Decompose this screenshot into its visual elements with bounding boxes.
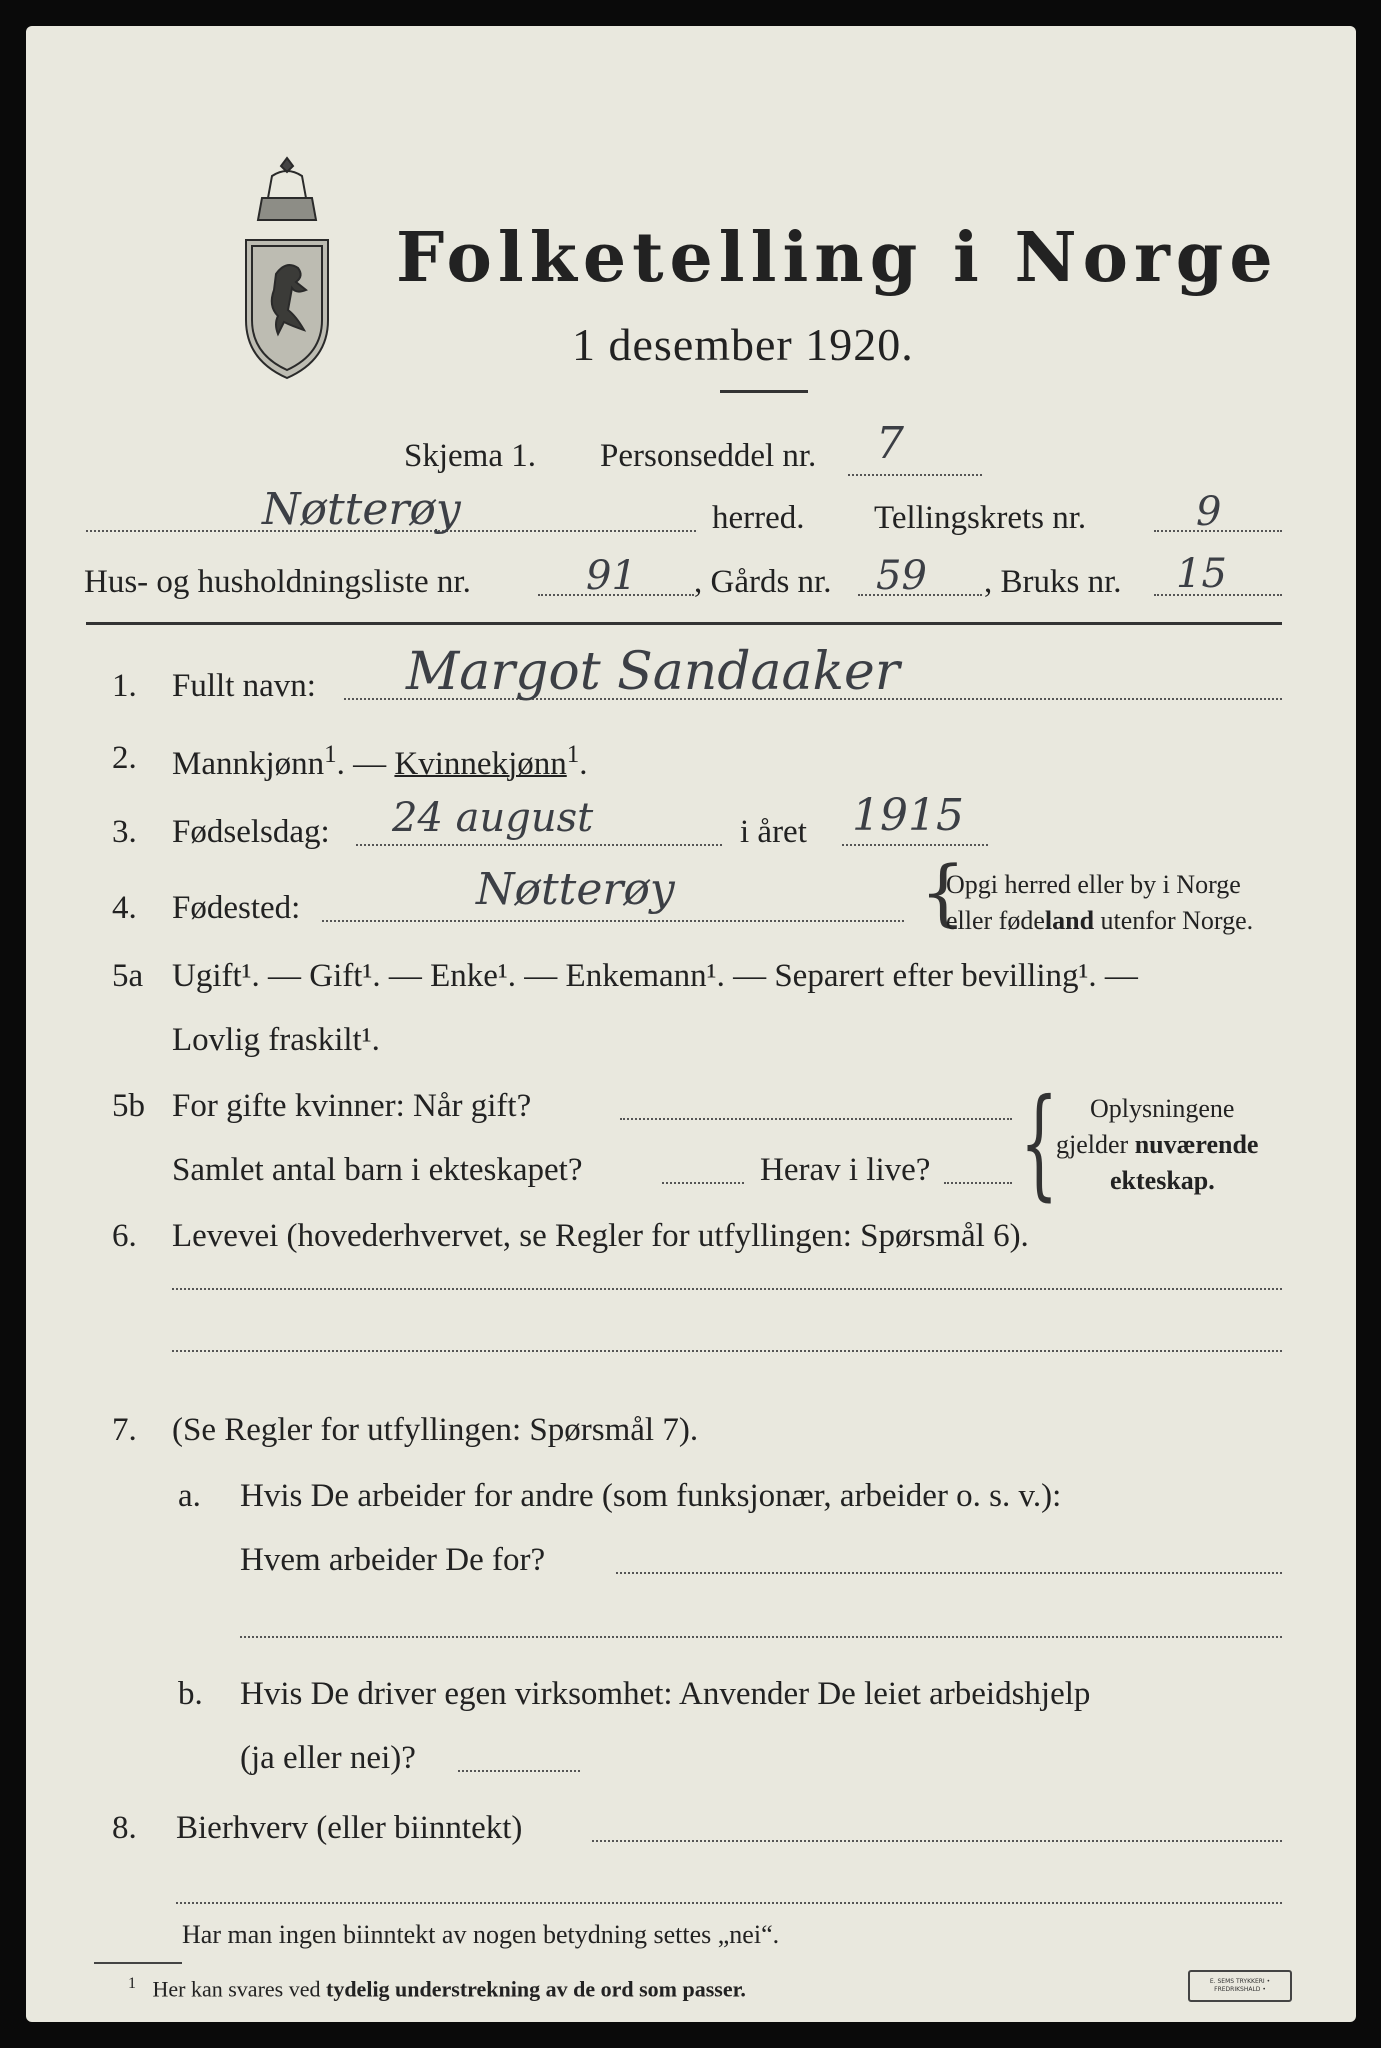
hired-help-field[interactable] xyxy=(458,1770,580,1772)
personseddel-value: 7 xyxy=(876,418,904,469)
q7b-label: b. xyxy=(178,1676,203,1712)
occupation-field-1[interactable] xyxy=(172,1288,1282,1290)
marital-status-options[interactable]: Ugift¹. — Gift¹. — Enke¹. — Enkemann¹. — Separert efter bevilling¹. — xyxy=(172,958,1138,994)
q1-number: 1. xyxy=(112,668,137,704)
q5a-number: 5a xyxy=(112,958,144,994)
q4-note-line2: eller fødeland utenfor Norge. xyxy=(946,906,1254,935)
husliste-value: 91 xyxy=(586,553,637,599)
tellingskrets-value: 9 xyxy=(1196,489,1222,535)
birthplace-field[interactable] xyxy=(322,920,904,922)
q1-label: Fullt navn: xyxy=(172,668,316,704)
married-when-field[interactable] xyxy=(620,1118,1012,1120)
occupation-field-2[interactable] xyxy=(172,1350,1282,1352)
personseddel-field[interactable] xyxy=(848,474,982,476)
q3-year-label: i året xyxy=(740,814,807,850)
q5b-note-brace: { xyxy=(1020,1074,1059,1213)
q3-label: Fødselsdag: xyxy=(172,814,330,850)
marital-status-divorced[interactable]: Lovlig fraskilt¹. xyxy=(172,1022,380,1058)
title-divider xyxy=(720,390,808,393)
q6-number: 6. xyxy=(112,1218,137,1254)
birthplace-value: Nøtterøy xyxy=(476,864,675,915)
q7-text: (Se Regler for utfyllingen: Spørsmål 7). xyxy=(172,1412,699,1448)
children-alive-field[interactable] xyxy=(944,1182,1012,1184)
gards-label: , Gårds nr. xyxy=(694,564,832,600)
q6-text: Levevei (hovederhvervet, se Regler for utfyllingen: Spørsmål 6). xyxy=(172,1218,1029,1254)
q5b-note-line2: gjelder nuværende xyxy=(1056,1130,1259,1159)
q5b-children-label: Samlet antal barn i ekteskapet? xyxy=(172,1152,583,1188)
birthday-value: 24 august xyxy=(392,795,594,841)
birth-year-value: 1915 xyxy=(852,790,964,841)
q4-note-brace: { xyxy=(920,850,966,934)
side-income-note: Har man ingen biinntekt av nogen betydning settes „nei“. xyxy=(182,1920,780,1949)
q5b-note-line1: Oplysningene xyxy=(1090,1094,1235,1123)
skjema-label: Skjema 1. xyxy=(404,438,536,474)
q5b-number: 5b xyxy=(112,1088,145,1124)
personseddel-label: Personseddel nr. xyxy=(600,438,817,474)
q7b-text: Hvis De driver egen virksomhet: Anvender De leiet arbeidshjelp xyxy=(240,1676,1091,1712)
herred-value: Nøtterøy xyxy=(262,484,461,535)
census-form xyxy=(26,26,1356,2022)
herred-label: herred. xyxy=(712,500,805,536)
form-title: Folketelling i Norge xyxy=(396,218,1279,298)
q7-number: 7. xyxy=(112,1412,137,1448)
side-income-field-1[interactable] xyxy=(592,1840,1282,1842)
q2-number: 2. xyxy=(112,740,137,776)
children-count-field[interactable] xyxy=(662,1182,744,1184)
census-date: 1 desember 1920. xyxy=(572,319,914,370)
husliste-label: Hus- og husholdningsliste nr. xyxy=(84,564,471,600)
birth-year-field[interactable] xyxy=(842,844,988,846)
q5b-line1: For gifte kvinner: Når gift? xyxy=(172,1088,532,1124)
male-option[interactable]: Mannkjønn xyxy=(172,746,325,782)
q7b-question: (ja eller nei)? xyxy=(240,1740,416,1776)
printer-stamp: E. SEMS TRYKKERI • FREDRIKSHALD • xyxy=(1188,1970,1292,2002)
full-name-value: Margot Sandaaker xyxy=(406,642,900,702)
q2-options: Mannkjønn$^1$. — Kvinnekjønn$^1$. xyxy=(172,741,588,782)
q5b-note-line3: ekteskap. xyxy=(1110,1166,1215,1195)
female-option[interactable]: Kvinnekjønn xyxy=(394,746,567,782)
q4-number: 4. xyxy=(112,890,137,926)
employer-field-2[interactable] xyxy=(240,1636,1282,1638)
q4-note-line1: Opgi herred eller by i Norge xyxy=(946,870,1241,899)
bruks-value: 15 xyxy=(1176,551,1227,597)
coat-of-arms-emblem xyxy=(232,154,342,384)
header-divider xyxy=(86,622,1282,625)
side-income-field-2[interactable] xyxy=(176,1902,1282,1904)
q8-text: Bierhverv (eller biinntekt) xyxy=(176,1810,523,1846)
footnote-divider xyxy=(94,1962,182,1964)
q7a-question: Hvem arbeider De for? xyxy=(240,1542,546,1578)
gards-value: 59 xyxy=(876,553,927,599)
q7a-text: Hvis De arbeider for andre (som funksjonær, arbeider o. s. v.): xyxy=(240,1478,1062,1514)
q7a-label: a. xyxy=(178,1478,201,1514)
tellingskrets-label: Tellingskrets nr. xyxy=(874,500,1087,536)
q4-label: Fødested: xyxy=(172,890,301,926)
q8-number: 8. xyxy=(112,1810,137,1846)
bruks-label: , Bruks nr. xyxy=(984,564,1122,600)
q3-number: 3. xyxy=(112,814,137,850)
employer-field-1[interactable] xyxy=(616,1572,1282,1574)
birthday-field[interactable] xyxy=(356,844,722,846)
q5b-alive-label: Herav i live? xyxy=(760,1152,931,1188)
footnote: $^1$ Her kan svares ved tydelig understrekning av de ord som passer. xyxy=(128,1975,746,2002)
